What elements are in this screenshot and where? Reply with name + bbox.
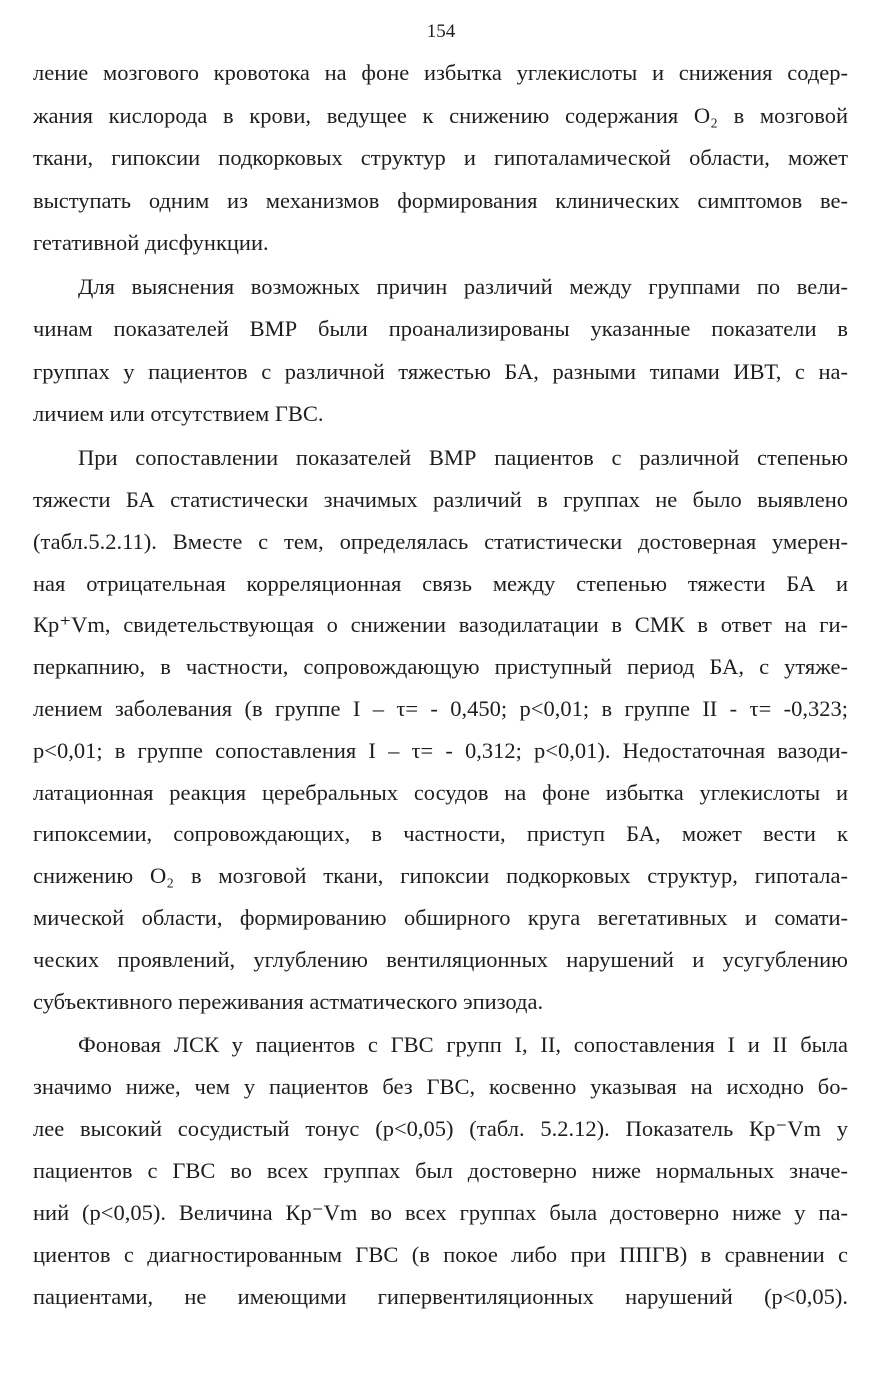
- text-line: ческих проявлений, углублению вентиляционных нарушений и усугублению: [33, 947, 848, 972]
- text-line: Фоновая ЛСК у пациентов с ГВС групп I, II, сопоставления I и II была: [78, 1032, 848, 1057]
- text-line: р<0,01; в группе сопоставления I – τ= - 0,312; р<0,01). Недостаточная вазоди-: [33, 738, 848, 763]
- text-line: перкапнию, в частности, сопровождающую приступный период БА, с утяже-: [33, 654, 848, 679]
- text-line: гетативной дисфункции.: [33, 230, 269, 255]
- text-line: снижению O₂ в мозговой ткани, гипоксии подкорковых структур, гипотала-: [33, 863, 848, 888]
- text-line: пациентами, не имеющими гипервентиляционных нарушений (р<0,05).: [33, 1284, 848, 1309]
- text-line: Кр⁺Vm, свидетельствующая о снижении вазодилатации в СМК в ответ на ги-: [33, 612, 848, 637]
- text-line: субъективного переживания астматического эпизода.: [33, 989, 544, 1014]
- text-line: жания кислорода в крови, ведущее к снижению содержания O₂ в мозговой: [33, 103, 848, 128]
- text-line: ний (р<0,05). Величина Кр⁻Vm во всех группах была достоверно ниже у па-: [33, 1200, 848, 1225]
- text-line: значимо ниже, чем у пациентов без ГВС, косвенно указывая на исходно бо-: [33, 1074, 848, 1099]
- text-line: пациентов с ГВС во всех группах был достоверно ниже нормальных значе-: [33, 1158, 848, 1183]
- text-line: лением заболевания (в группе I – τ= - 0,450; р<0,01; в группе II - τ= -0,323;: [33, 696, 848, 721]
- text-line: При сопоставлении показателей ВМР пациентов с различной степенью: [78, 445, 848, 470]
- page-number: 154: [426, 21, 456, 42]
- text-line: латационная реакция церебральных сосудов на фоне избытка углекислоты и: [33, 780, 848, 805]
- text-line: ление мозгового кровотока на фоне избытка углекислоты и снижения содер-: [33, 60, 848, 85]
- text-line: группах у пациентов с различной тяжестью БА, разными типами ИВТ, с на-: [33, 359, 848, 384]
- text-line: ткани, гипоксии подкорковых структур и гипоталамической области, может: [33, 145, 848, 170]
- text-line: Для выяснения возможных причин различий между группами по вели-: [78, 274, 848, 299]
- text-line: мической области, формированию обширного круга вегетативных и сомати-: [33, 905, 848, 930]
- text-line: лее высокий сосудистый тонус (р<0,05) (табл. 5.2.12). Показатель Кр⁻Vm у: [33, 1116, 848, 1141]
- text-line: тяжести БА статистически значимых различий в группах не было выявлено: [33, 487, 848, 512]
- text-line: личием или отсутствием ГВС.: [33, 401, 324, 426]
- text-line: чинам показателей ВМР были проанализированы указанные показатели в: [33, 316, 848, 341]
- text-line: циентов с диагностированным ГВС (в покое либо при ППГВ) в сравнении с: [33, 1242, 848, 1267]
- text-line: выступать одним из механизмов формирования клинических симптомов ве-: [33, 188, 848, 213]
- text-line: гипоксемии, сопровождающих, в частности, приступ БА, может вести к: [33, 821, 848, 846]
- text-line: (табл.5.2.11). Вместе с тем, определялась статистически достоверная умерен-: [33, 529, 848, 554]
- text-line: ная отрицательная корреляционная связь между степенью тяжести БА и: [33, 571, 848, 596]
